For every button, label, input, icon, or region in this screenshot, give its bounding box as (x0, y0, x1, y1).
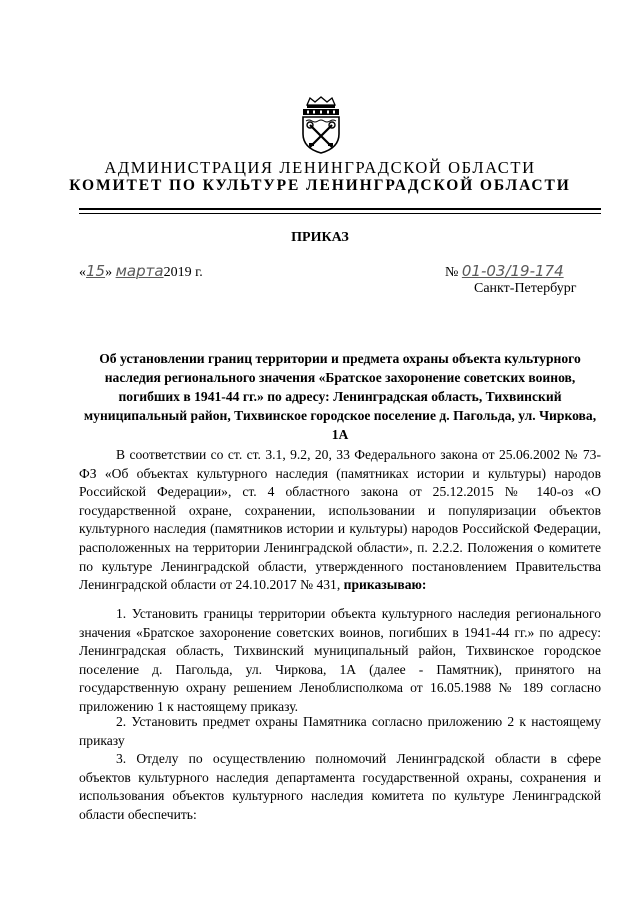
date-day-handwritten: 15 (86, 262, 106, 280)
document-type-title: ПРИКАЗ (291, 230, 349, 245)
org-name-committee: КОМИТЕТ ПО КУЛЬТУРЕ ЛЕНИНГРАДСКОЙ ОБЛАСТИ (69, 177, 571, 194)
document-number (445, 262, 564, 281)
date-month-handwritten: марта (115, 262, 164, 280)
date-close-quote: » (105, 265, 113, 280)
order-word: приказываю: (343, 577, 427, 593)
date-open-quote: « (79, 265, 86, 280)
preamble-text: В соответствии со ст. ст. 3.1, 9.2, 20, 33 Федерального закона от 25.06.2002 № 73-ФЗ «Об объектах культурного наследия (памятниках истории и культуры) народов Российской Федерации», ст. 4 областного закона от 25.12.2015 № 140-оз «О государственной охране, сохранении, использовании и популяризации объектов культурного наследия (памятников истории и культуры) народов Российской Федерации, расположенных на территории Ленинградской области», п. 2.2.2. Положения о комитете по культуре Ленинградской области, утвержденного постановлением Правительства Ленинградской области от 24.10.2017 № 431, (79, 447, 601, 593)
document-city: Санкт-Петербург (474, 281, 577, 296)
order-item-2: 2. Установить предмет охраны Памятника согласно приложению 2 к настоящему приказу (79, 714, 601, 748)
header-divider-thin (79, 213, 601, 214)
coat-of-arms-icon (299, 96, 343, 154)
document-date (79, 262, 203, 281)
order-item-3: 3. Отделу по осуществлению полномочий Ленинградской области в сфере объектов культурного наследия департамента государственной охраны, сохранения и использования объектов культурного наследия комитета по культуре Ленинградской области обеспечить: (79, 751, 601, 822)
number-prefix: № (445, 265, 459, 280)
number-handwritten: 01-03/19-174 (461, 262, 564, 280)
header-divider-thick (79, 208, 601, 210)
preamble-paragraph (79, 446, 601, 595)
order-item-1: 1. Установить границы территории объекта культурного наследия регионального значения «Братское захоронение советских воинов, погибших в 1941-44 гг.» по адресу: Ленинградская область, Тихвинский муниципальный район, Тихвинское городское поселение д. Пагольда, ул. Чиркова, 1А (далее - Памятник), принятого на государственную охрану решением Леноблисполкома от 16.05.1988 № 189 согласно приложению 1 к настоящему приказу. (79, 606, 601, 714)
document-subject: Об установлении границ территории и предмета охраны объекта культурного наследия регионального значения «Братское захоронение советских воинов, погибших в 1941-44 гг.» по адресу: Ленинградская область, Тихвинский муниципальный район, Тихвинское городское поселение д. Пагольда, ул. Чиркова, 1А (83, 351, 597, 442)
org-name-administration: АДМИНИСТРАЦИЯ ЛЕНИНГРАДСКОЙ ОБЛАСТИ (104, 158, 536, 177)
date-year: 2019 г. (163, 265, 203, 280)
